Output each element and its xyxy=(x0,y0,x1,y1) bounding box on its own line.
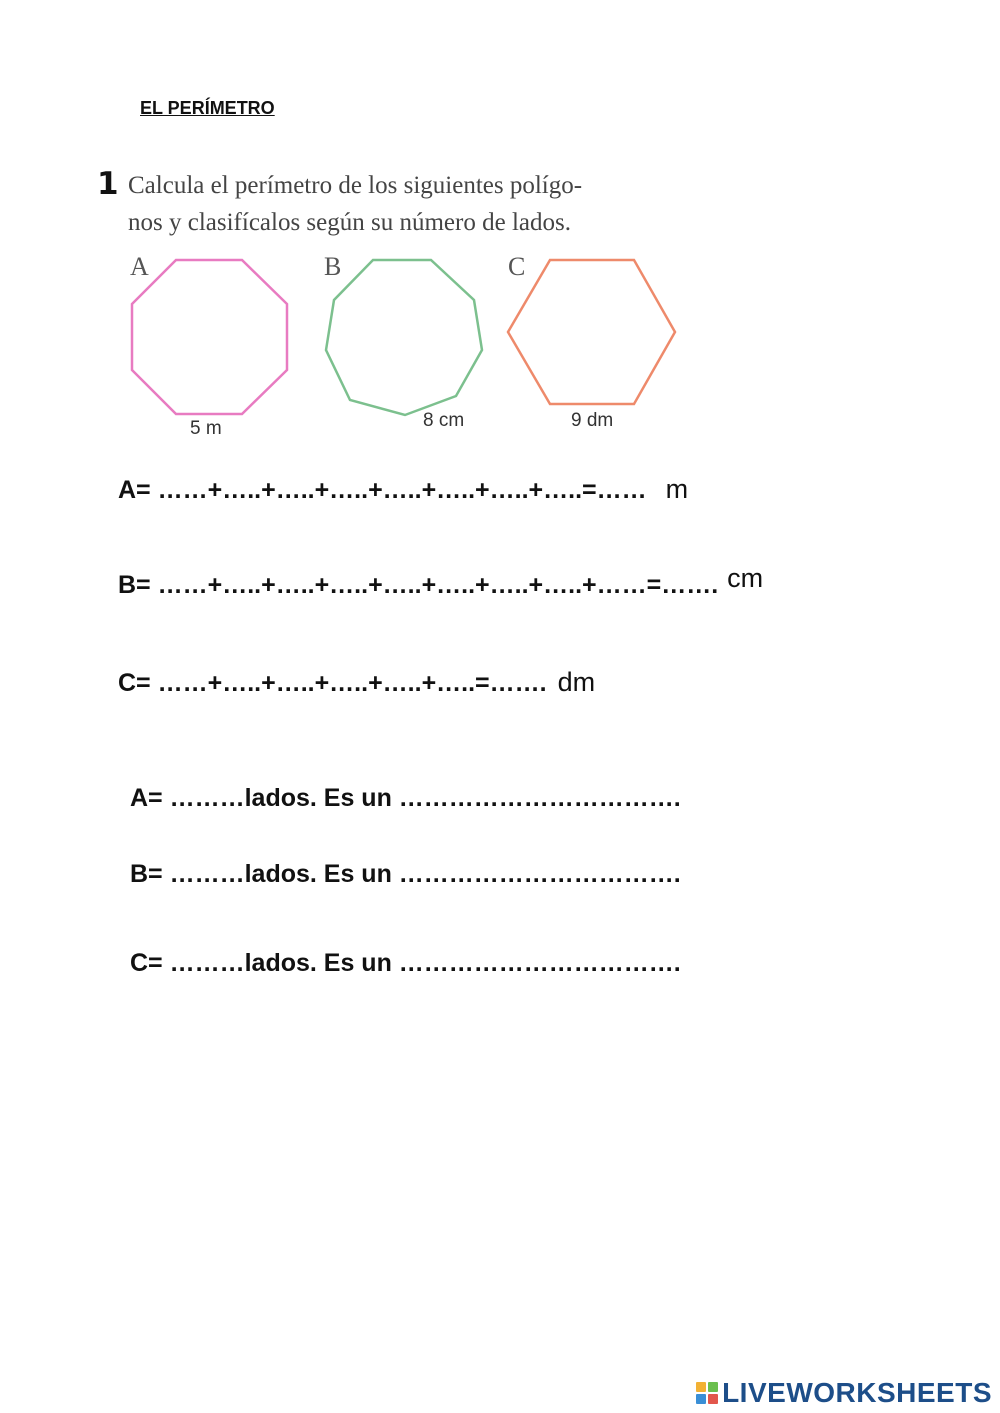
perimeter-unit-a: m xyxy=(665,474,689,504)
perimeter-unit-c: dm xyxy=(557,667,596,697)
hexagon-shape xyxy=(508,260,675,404)
side-measure-b: 8 cm xyxy=(423,410,465,431)
perimeter-line-a[interactable] xyxy=(118,474,688,505)
shape-label-a: A xyxy=(130,252,149,281)
instruction-line-2: nos y clasifícalos según su número de lados. xyxy=(128,209,571,236)
perimeter-equation-a: A= ……+…..+…..+…..+…..+…..+…..+…..=…… xyxy=(118,476,647,504)
perimeter-equation-c: C= ……+…..+…..+…..+…..+…..=……. xyxy=(118,669,547,697)
classification-line-c[interactable]: C= ………lados. Es un ……………………………. xyxy=(130,949,681,977)
perimeter-line-c[interactable] xyxy=(118,667,595,698)
shape-label-c: C xyxy=(508,252,526,281)
page-title: EL PERÍMETRO xyxy=(140,98,275,118)
perimeter-line-b[interactable] xyxy=(118,563,764,600)
nonagon-shape xyxy=(326,260,482,415)
instruction-line-1: Calcula el perímetro de los siguientes polígo- xyxy=(128,172,583,199)
polygons-figure xyxy=(0,240,700,430)
classification-line-b[interactable]: B= ………lados. Es un ……………………………. xyxy=(130,860,681,888)
exercise-number: 1 xyxy=(97,166,119,202)
logo-text: LIVEWORKSHEETS xyxy=(722,1377,992,1408)
shape-label-b: B xyxy=(324,252,342,281)
octagon-shape xyxy=(132,260,287,414)
perimeter-equation-b: B= ……+…..+…..+…..+…..+…..+…..+…..+……=……. xyxy=(118,571,719,599)
logo-icon xyxy=(696,1382,718,1404)
side-measure-a: 5 m xyxy=(190,418,222,439)
classification-line-a[interactable]: A= ………lados. Es un ……………………………. xyxy=(130,784,681,812)
side-measure-c: 9 dm xyxy=(571,410,614,431)
perimeter-unit-b: cm xyxy=(727,563,764,593)
liveworksheets-logo xyxy=(696,1377,992,1409)
